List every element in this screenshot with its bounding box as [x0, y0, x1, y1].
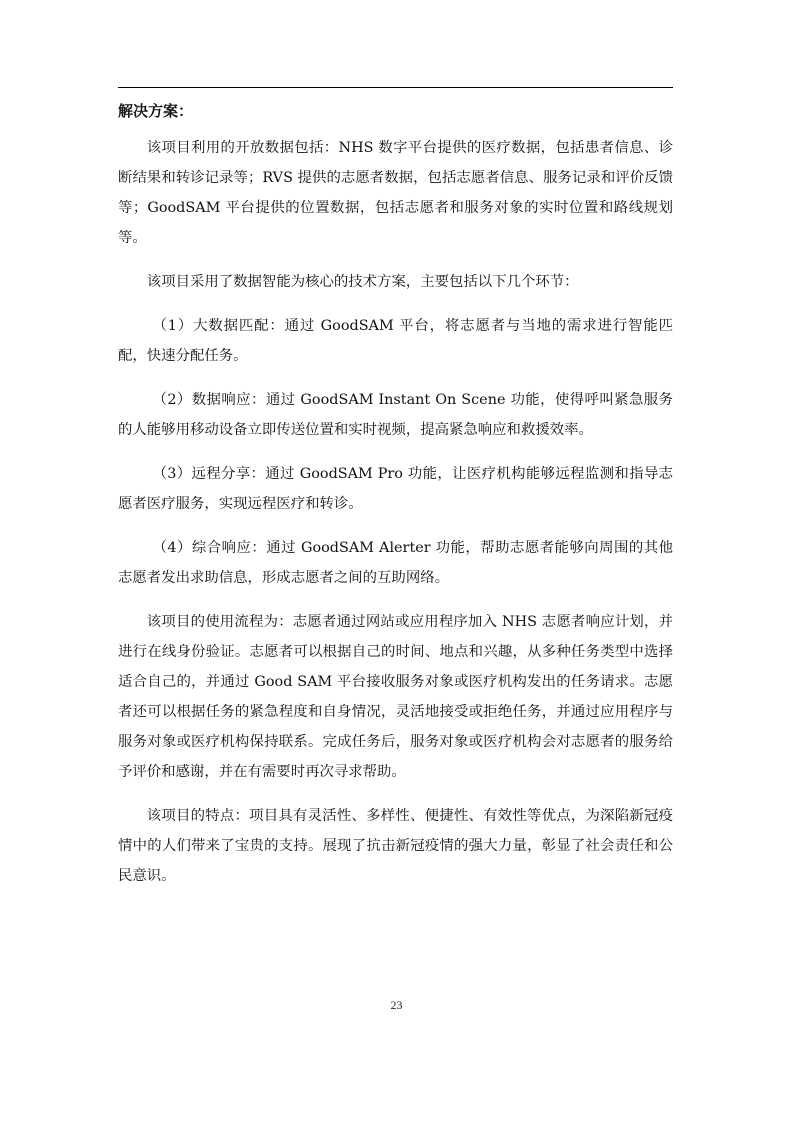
- page-content: [118, 96, 673, 905]
- paragraph-open-data: 该项目利用的开放数据包括：NHS 数字平台提供的医疗数据，包括患者信息、诊断结果和转诊记录等；RVS 提供的志愿者数据，包括志愿者信息、服务记录和评价反馈等；GoodSAM 平台提供的位置数据，包括志愿者和服务对象的实时位置和路线规划等。: [118, 140, 673, 246]
- paragraph-usage-flow: 该项目的使用流程为：志愿者通过网站或应用程序加入 NHS 志愿者响应计划，并进行在线身份验证。志愿者可以根据自己的时间、地点和兴趣，从多种任务类型中选择适合自己的，并通过 Good SAM 平台接收服务对象或医疗机构发出的任务请求。志愿者还可以根据任务的紧急程度和自身情况，灵活地接受或拒绝任务，并通过应用程序与服务对象或医疗机构保持联系。完成任务后，服务对象或医疗机构会对志愿者的服务给予评价和感谢，并在有需要时再次寻求帮助。: [118, 614, 673, 780]
- paragraph-technical-approach: 该项目采用了数据智能为核心的技术方案，主要包括以下几个环节：: [146, 274, 579, 290]
- paragraph-features: 该项目的特点：项目具有灵活性、多样性、便捷性、有效性等优点，为深陷新冠疫情中的人们带来了宝贵的支持。展现了抗击新冠疫情的强大力量，彰显了社会责任和公民意识。: [118, 808, 673, 884]
- page-number: 23: [390, 998, 403, 1012]
- list-item-integrated-response: （4）综合响应：通过 GoodSAM Alerter 功能，帮助志愿者能够向周围的其他志愿者发出求助信息，形成志愿者之间的互助网络。: [118, 540, 673, 586]
- header-rule: [118, 87, 673, 88]
- section-heading: 解决方案：: [118, 102, 194, 120]
- list-item-data-response: （2）数据响应：通过 GoodSAM Instant On Scene 功能，使得呼叫紧急服务的人能够用移动设备立即传送位置和实时视频，提高紧急响应和救援效率。: [118, 392, 673, 438]
- list-item-remote-sharing: （3）远程分享：通过 GoodSAM Pro 功能，让医疗机构能够远程监测和指导志愿者医疗服务，实现远程医疗和转诊。: [118, 466, 673, 512]
- list-item-big-data-matching: （1）大数据匹配：通过 GoodSAM 平台，将志愿者与当地的需求进行智能匹配，快速分配任务。: [118, 318, 673, 364]
